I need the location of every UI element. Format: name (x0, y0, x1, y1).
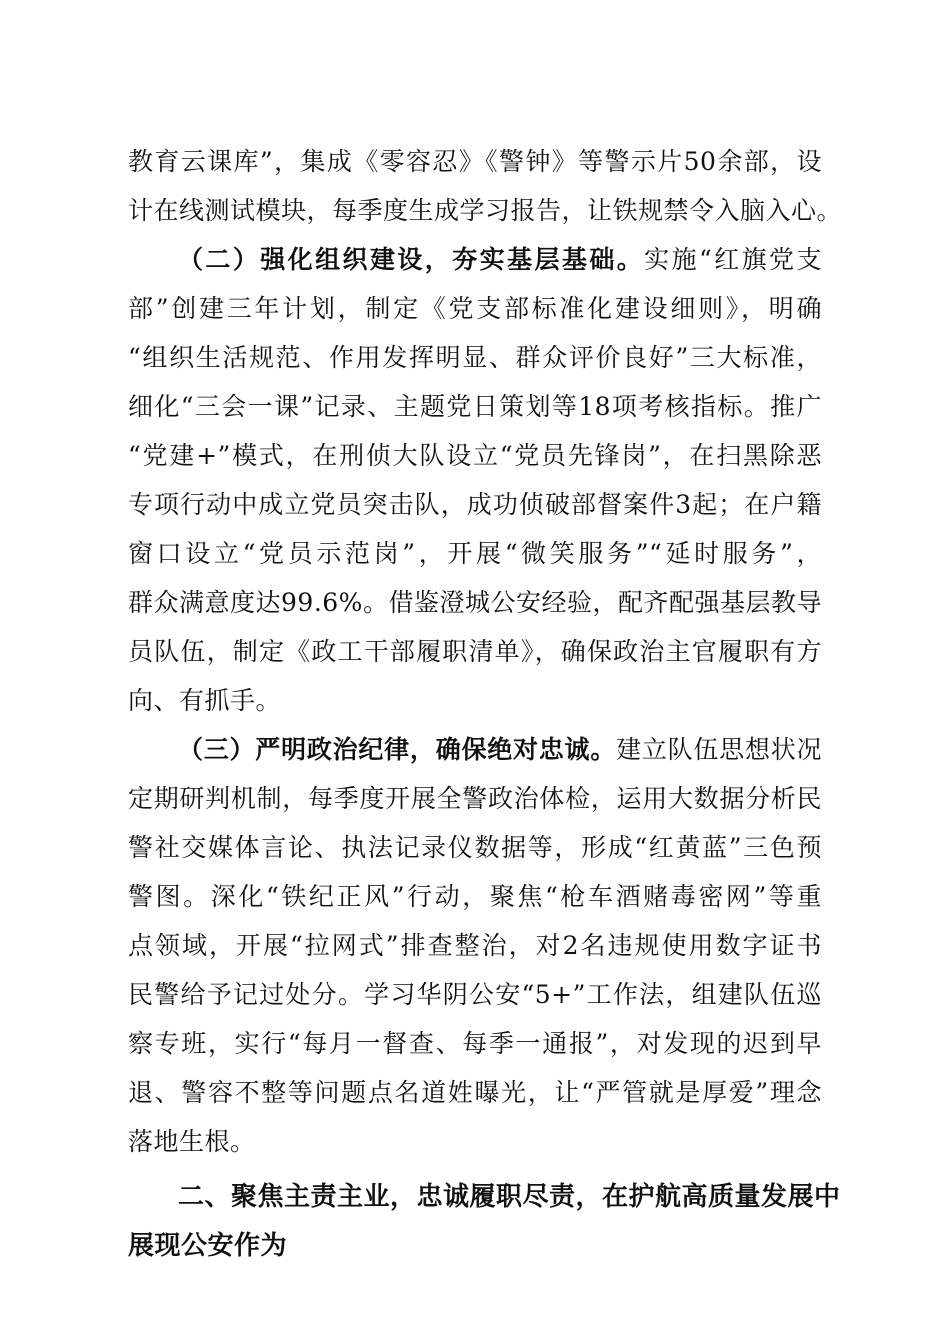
section-3-first-line-text: 建立队伍思想状况 (616, 735, 822, 764)
paragraph-line: 细化“三会一课”记录、主题党日策划等18项考核指标。推广 (128, 392, 822, 421)
paragraph-line: 警图。深化“铁纪正风”行动，聚焦“枪车酒赌毒密网”等重 (128, 882, 822, 911)
paragraph-line: “组织生活规范、作用发挥明显、群众评价良好”三大标准， (128, 343, 822, 372)
paragraph-line: “党建+”模式，在刑侦大队设立“党员先锋岗”，在扫黑除恶 (128, 441, 822, 470)
section-heading-line-1: 二、聚焦主责主业，忠诚履职尽责，在护航高质量发展中 (178, 1182, 841, 1212)
section-3-first-line (178, 727, 822, 773)
paragraph-line: 部”创建三年计划，制定《党支部标准化建设细则》，明确 (128, 294, 822, 323)
paragraph-line: 点领域，开展“拉网式”排查整治，对2名违规使用数字证书 (128, 931, 822, 960)
paragraph-line: 教育云课库”，集成《零容忍》《警钟》等警示片50余部，设 (128, 147, 822, 176)
paragraph-line: 民警给予记过处分。学习华阴公安“5+”工作法，组建队伍巡 (128, 980, 822, 1009)
paragraph-line: 员队伍，制定《政工干部履职清单》，确保政治主官履职有方 (128, 637, 822, 666)
paragraph-line: 专项行动中成立党员突击队，成功侦破部督案件3起；在户籍 (128, 490, 822, 519)
paragraph-line: 落地生根。 (128, 1127, 256, 1156)
paragraph-line: 向、有抓手。 (128, 686, 282, 715)
paragraph-line: 察专班，实行“每月一督查、每季一通报”，对发现的迟到早 (128, 1029, 822, 1058)
paragraph-line: 警社交媒体言论、执法记录仪数据等，形成“红黄蓝”三色预 (128, 833, 822, 862)
paragraph-line: 群众满意度达99.6%。借鉴澄城公安经验，配齐配强基层教导 (128, 588, 822, 617)
section-2-lead: （二）强化组织建设，夯实基层基础。 (178, 245, 645, 274)
section-heading-line-2: 展现公安作为 (128, 1231, 288, 1261)
section-3-lead: （三）严明政治纪律，确保绝对忠诚。 (178, 735, 617, 764)
paragraph-line: 定期研判机制，每季度开展全警政治体检，运用大数据分析民 (128, 784, 822, 813)
section-2-first-line-text: 实施“红旗党支 (644, 245, 822, 274)
paragraph-line: 窗口设立“党员示范岗”，开展“微笑服务”“延时服务”， (128, 539, 822, 568)
section-2-first-line (178, 237, 822, 283)
paragraph-line: 退、警容不整等问题点名道姓曝光，让“严管就是厚爱”理念 (128, 1078, 822, 1107)
paragraph-line: 计在线测试模块，每季度生成学习报告，让铁规禁令入脑入心。 (128, 196, 843, 225)
